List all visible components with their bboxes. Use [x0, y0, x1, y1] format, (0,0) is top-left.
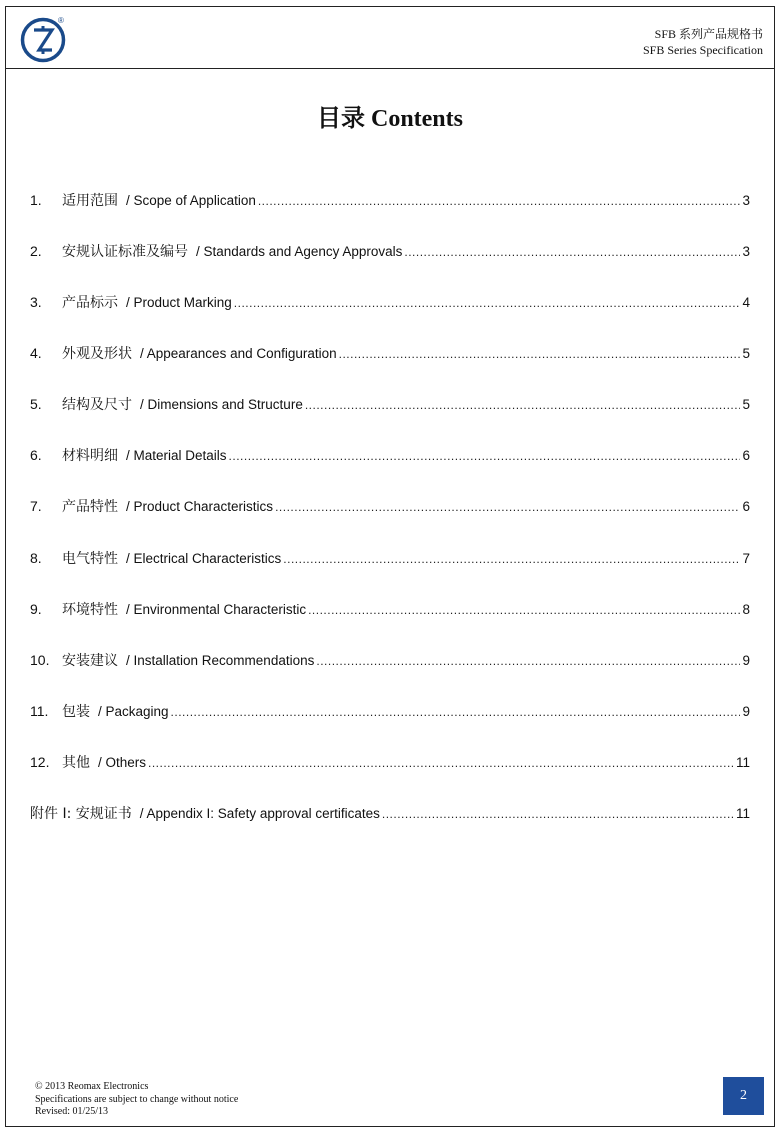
toc-page: 9 — [742, 653, 750, 668]
footer-notice: Specifications are subject to change without notice — [35, 1093, 239, 1105]
toc-page: 3 — [742, 244, 750, 259]
toc-number: 11. — [30, 703, 49, 719]
toc-entry[interactable] — [30, 445, 750, 471]
toc-title-en: / Packaging — [98, 704, 169, 719]
toc-leader — [308, 601, 740, 617]
toc-page: 6 — [742, 448, 750, 463]
toc-entry[interactable] — [30, 599, 750, 625]
toc-title-en: / Scope of Application — [126, 193, 256, 208]
toc-leader — [229, 447, 741, 463]
footer — [35, 1081, 238, 1119]
toc-entry[interactable] — [30, 343, 750, 369]
toc-page: 7 — [742, 551, 750, 566]
header-title-en: SFB Series Specification — [643, 43, 763, 57]
toc-title-cn: 结构及尺寸 — [62, 397, 132, 413]
toc-entry[interactable] — [30, 190, 750, 216]
toc-title-cn: 安装建议 — [62, 653, 118, 669]
toc-page: 6 — [742, 499, 750, 514]
toc-number: 1. — [30, 192, 42, 208]
toc-title-cn: 产品标示 — [62, 295, 118, 311]
toc-entry[interactable] — [30, 701, 750, 727]
toc-entry[interactable] — [30, 496, 750, 522]
toc-leader — [234, 294, 741, 310]
toc-leader — [275, 498, 740, 514]
toc-page: 4 — [742, 295, 750, 310]
toc-title-en: / Appendix I: Safety approval certificates — [139, 806, 380, 821]
toc-leader — [305, 396, 741, 412]
toc-leader — [339, 345, 741, 361]
toc-number: 6. — [30, 447, 42, 463]
toc-title-cn: 适用范围 — [62, 193, 118, 209]
toc-page: 9 — [742, 704, 750, 719]
toc-number: 5. — [30, 396, 42, 412]
toc-title-cn: 电气特性 — [62, 551, 118, 567]
toc-number: 2. — [30, 243, 42, 259]
toc-title-cn: 产品特性 — [62, 499, 118, 515]
toc-entry[interactable] — [30, 650, 750, 676]
toc-leader — [258, 192, 741, 208]
toc-page: 5 — [742, 397, 750, 412]
header-title-cn: SFB 系列产品规格书 — [654, 27, 763, 41]
toc-title-en: / Installation Recommendations — [126, 653, 315, 668]
page-number-badge: 2 — [723, 1077, 764, 1115]
toc-number: 9. — [30, 601, 42, 617]
toc-page: 3 — [742, 193, 750, 208]
toc-leader — [382, 805, 734, 821]
header-title — [643, 26, 763, 58]
toc-title-en: / Environmental Characteristic — [126, 602, 307, 617]
footer-revised: Revised: 01/25/13 — [35, 1106, 109, 1117]
toc-number: 4. — [30, 345, 42, 361]
toc-number: 8. — [30, 550, 42, 566]
toc-title-en: / Dimensions and Structure — [140, 397, 303, 412]
page-title: 目录 Contents — [316, 106, 463, 132]
toc-entry-appendix[interactable] — [30, 803, 750, 829]
toc-number: 12. — [30, 754, 50, 770]
toc-title-en: / Appearances and Configuration — [140, 346, 337, 361]
header-divider — [5, 68, 775, 69]
toc-leader — [404, 243, 740, 259]
toc-title-en: / Material Details — [126, 448, 227, 463]
toc-title-cn: 其他 — [62, 755, 90, 771]
toc-entry[interactable] — [30, 548, 750, 574]
toc-title-cn: 附件 I: 安规证书 — [30, 806, 132, 822]
toc-title-en: / Others — [98, 755, 147, 770]
toc-title-cn: 环境特性 — [62, 602, 118, 618]
toc-number: 7. — [30, 498, 42, 514]
toc-title-en: / Product Characteristics — [126, 499, 274, 514]
toc-page: 5 — [742, 346, 750, 361]
toc-title-en: / Standards and Agency Approvals — [196, 244, 403, 259]
toc-page: 11 — [735, 755, 750, 770]
toc-entry[interactable] — [30, 394, 750, 420]
toc-entry[interactable] — [30, 241, 750, 267]
toc-title-cn: 安规认证标准及编号 — [62, 244, 188, 260]
toc-number: 10. — [30, 652, 50, 668]
registered-mark: ® — [58, 16, 64, 25]
toc-title-en: / Product Marking — [126, 295, 232, 310]
toc-title-en: / Electrical Characteristics — [126, 551, 282, 566]
footer-copyright: © 2013 Reomax Electronics — [35, 1081, 149, 1092]
toc-leader — [316, 652, 740, 668]
toc-entry[interactable] — [30, 292, 750, 318]
toc-page: 8 — [742, 602, 750, 617]
toc-number: 3. — [30, 294, 42, 310]
toc-page: 11 — [735, 806, 750, 821]
toc-title-cn: 材料明细 — [62, 448, 118, 464]
toc-leader — [148, 754, 734, 770]
toc-leader — [283, 550, 740, 566]
toc-title-cn: 包装 — [62, 704, 90, 720]
toc-title-cn: 外观及形状 — [62, 346, 132, 362]
toc-entry[interactable] — [30, 752, 750, 778]
toc-leader — [171, 703, 741, 719]
